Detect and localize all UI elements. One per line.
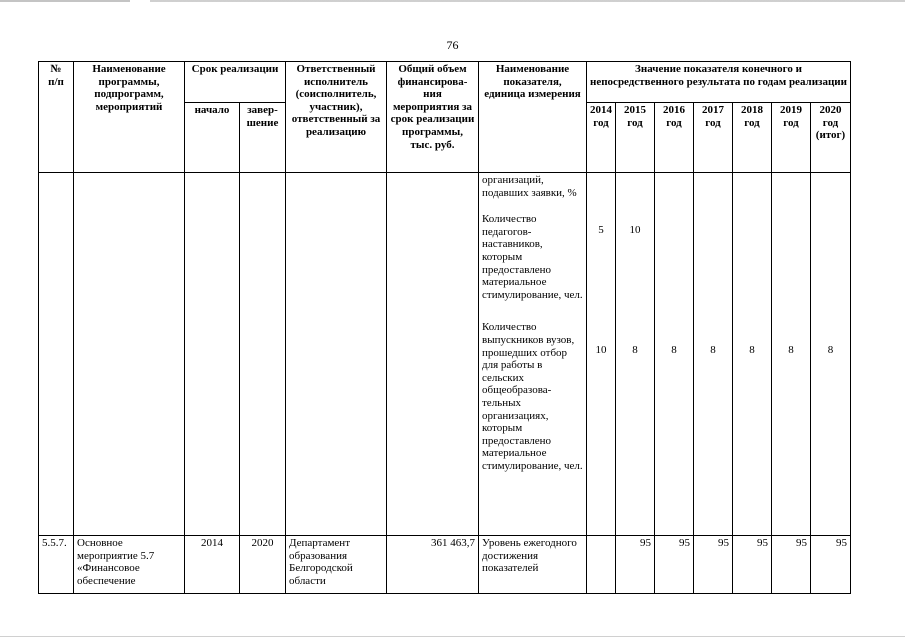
- cell-executor: Департамент образования Белгородской области: [286, 536, 387, 594]
- indicator-text: организаций, подавших заявки, %: [482, 174, 577, 199]
- header-year: 2019 год: [772, 103, 811, 173]
- header-executor: Ответственный исполнитель (соисполнитель, участник), ответственный за реализацию: [286, 62, 387, 173]
- value: 10: [629, 224, 641, 236]
- cell-value: [694, 173, 733, 536]
- value: 8: [710, 344, 716, 356]
- value: 8: [788, 344, 794, 356]
- header-num: № п/п: [39, 62, 74, 173]
- cell-funding: [387, 173, 479, 536]
- header-year: 2017 год: [694, 103, 733, 173]
- cell-value: 95: [616, 536, 655, 594]
- header-year: 2015 год: [616, 103, 655, 173]
- cell-value: [587, 536, 616, 594]
- value: 8: [749, 344, 755, 356]
- table-row: [39, 536, 851, 594]
- header-term: Срок реализации: [185, 62, 286, 103]
- table-row: [39, 173, 851, 536]
- cell-value: 95: [655, 536, 694, 594]
- cell-value: [655, 173, 694, 536]
- cell-value: 95: [694, 536, 733, 594]
- header-values-title: Значение показателя конечного и непосредственного результата по годам реализации: [587, 62, 851, 103]
- cell-executor: [286, 173, 387, 536]
- cell-end: [240, 173, 286, 536]
- header-term-start: начало: [185, 103, 240, 173]
- header-indicator: Наименование показателя, единица измерения: [479, 62, 587, 173]
- cell-value: [772, 173, 811, 536]
- cell-funding: 361 463,7: [387, 536, 479, 594]
- header-year: 2018 год: [733, 103, 772, 173]
- scan-edge-top: [0, 0, 905, 2]
- page-number: 76: [446, 38, 459, 52]
- cell-value: 95: [772, 536, 811, 594]
- header-name: Наименование программы, подпрограмм, мероприятий: [74, 62, 185, 173]
- cell-num: [39, 173, 74, 536]
- value: 8: [671, 344, 677, 356]
- cell-name: [74, 173, 185, 536]
- indicator-text: Количество выпускников вузов, прошедших отбор для работы в сельских общеобразова-тельных организациях, которым предоставлено материальное стимулирование, чел.: [482, 321, 583, 472]
- indicator-text: Количество педагогов-наставников, которым предоставлено материальное стимулирование, чел.: [482, 213, 583, 301]
- cell-end: 2020: [240, 536, 286, 594]
- cell-value: [587, 173, 616, 536]
- value: 5: [598, 224, 604, 236]
- value: 10: [595, 343, 607, 356]
- cell-num: 5.5.7.: [39, 536, 74, 594]
- cell-start: 2014: [185, 536, 240, 594]
- value: 8: [632, 343, 638, 356]
- cell-value: 95: [811, 536, 851, 594]
- cell-value: [733, 173, 772, 536]
- header-term-end: завер-шение: [240, 103, 286, 173]
- cell-indicator: [479, 173, 587, 536]
- header-year: 2020 год (итог): [811, 103, 851, 173]
- cell-value: [616, 173, 655, 536]
- cell-name: Основное мероприятие 5.7 «Финансовое обеспечение: [74, 536, 185, 594]
- header-year: 2016 год: [655, 103, 694, 173]
- cell-value: 95: [733, 536, 772, 594]
- header-year: 2014 год: [587, 103, 616, 173]
- header-funding: Общий объем финансирова-ния мероприятия за срок реализации программы, тыс. руб.: [387, 62, 479, 173]
- value: 8: [827, 344, 834, 356]
- cell-value: [811, 173, 851, 536]
- cell-indicator: Уровень ежегодного достижения показателей: [479, 536, 587, 594]
- scan-edge-bottom: [0, 636, 905, 637]
- cell-start: [185, 173, 240, 536]
- indicator-table: [38, 61, 851, 594]
